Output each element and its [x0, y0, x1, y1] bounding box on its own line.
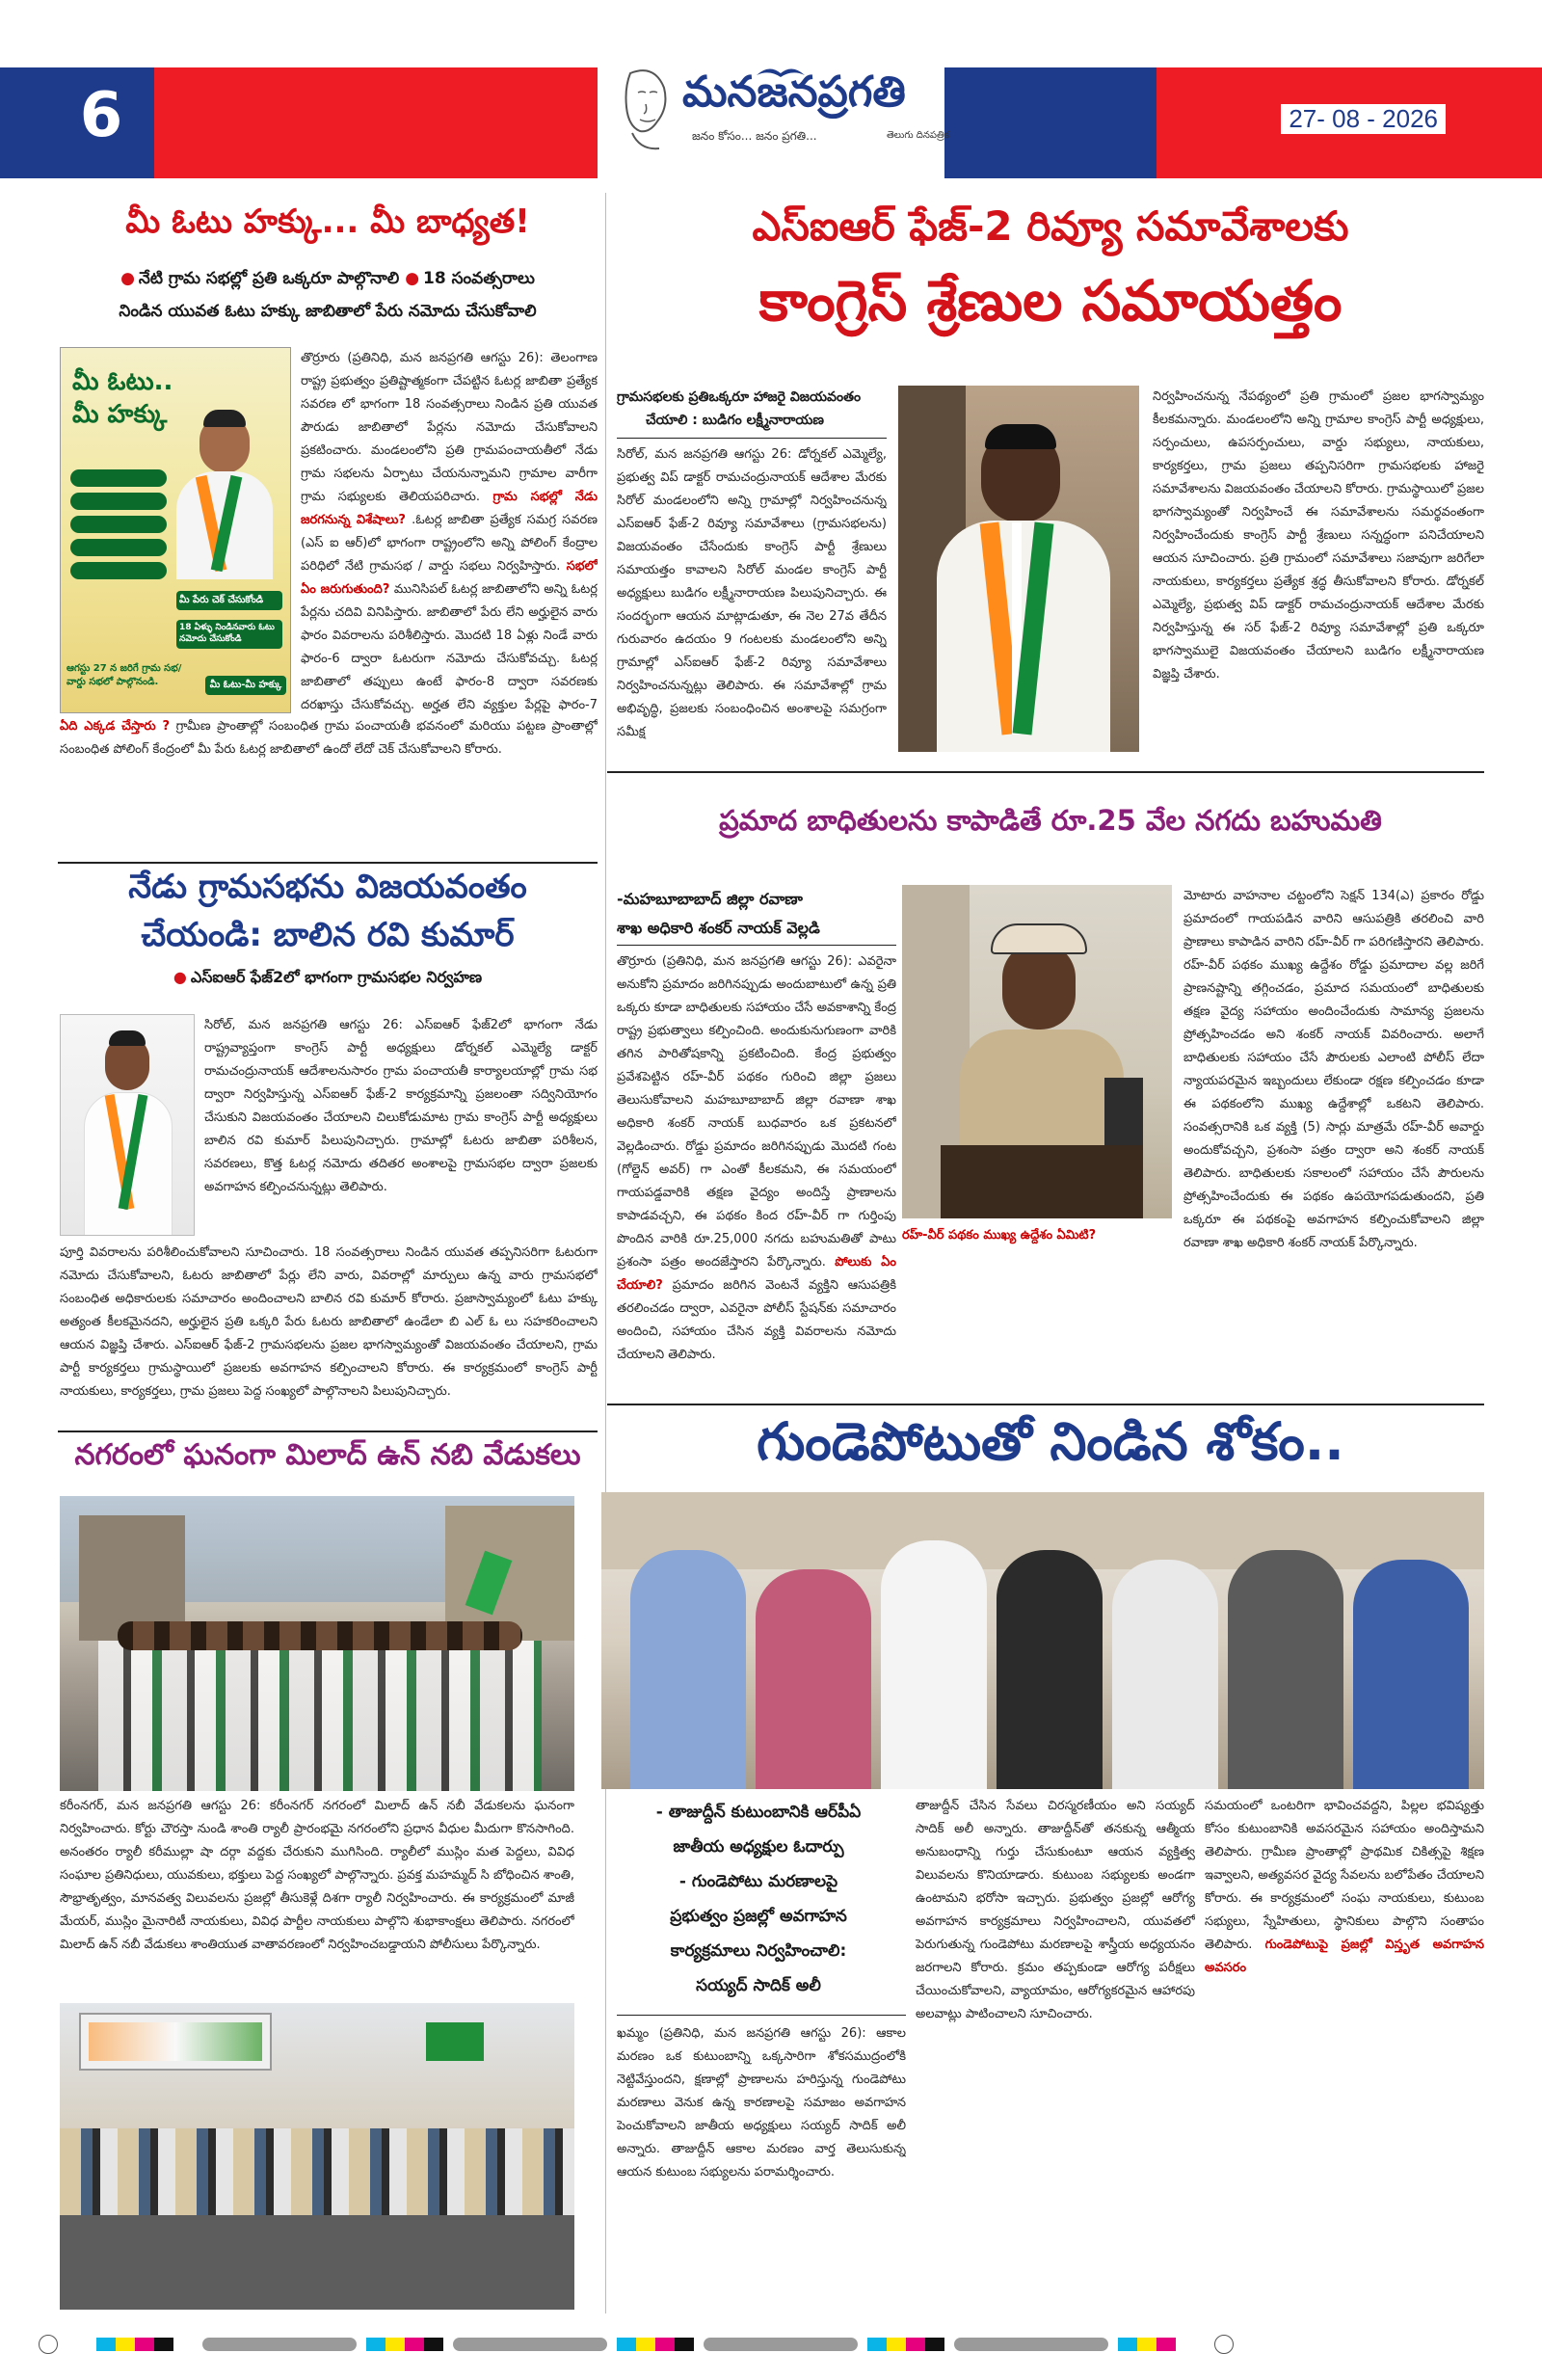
sir-lead [617, 386, 887, 432]
portrait-sketch-icon [611, 64, 678, 160]
milad-photo-1 [60, 1496, 574, 1791]
reward-body-left-2: ప్రమాదం జరిగిన వెంటనే వ్యక్తిని ఆసుపత్రికి తరలించడం ద్వారా, ఎవరైనా పోలీస్ స్టేషన్‌కు సమాచారం అందించి, సహాయం చేసిన వ్యక్తి వివరాలను నమోదు చేయాలని తెలిపారు. [617, 1278, 896, 1362]
page-number: 6 [58, 67, 145, 164]
reward-lead-2: శాఖ అధికారి శంకర్ నాయక్ వెల్లడి [617, 919, 820, 937]
sir-lead-rule [617, 438, 887, 439]
sir-lead-2: చేయాలి : బుడిగం లక్ష్మీనారాయణ [646, 413, 824, 428]
poster-person [167, 415, 282, 579]
poster-tag-1: మీ పేరు చెక్ చేసుకోండి [176, 591, 282, 610]
vote-sub-2: ● 18 సంవత్సరాలు [405, 269, 535, 288]
balina-sub-text: ● ఎస్ఐఆర్ ఫేజ్2లో భాగంగా గ్రామసభల నిర్వహణ [173, 968, 482, 986]
vote-body-highlight-1: గ్రామ సభల్లో నేడు జరగనున్న విశేషాలు? [301, 490, 598, 527]
print-color-bar [39, 2335, 1503, 2354]
divider-left-2 [58, 1431, 598, 1432]
vote-headline: మీ ఓటు హక్కు... మీ బాధ్యత! [125, 202, 530, 241]
balina-sub [58, 968, 598, 990]
grief-lead-6: సయ్యద్ సాదిక్ అలీ [696, 1976, 821, 1995]
column-rule-vertical [605, 193, 606, 2313]
vote-body-4: గ్రామీణ ప్రాంతాల్లో సంబంధిత గ్రామ పంచాయతీ భవనంలో మరియు పట్టణ ప్రాంతాల్లో సంబంధిత పోలింగ్ కేంద్రంలో మీ పేరు ఓటర్ల జాబితాలో ఉందో లేదో చెక్ చేసుకోవాలని కోరారు. [60, 719, 598, 757]
vote-article-full [60, 715, 598, 856]
sir-photo [898, 386, 1139, 752]
sir-lead-1: గ్రామసభలకు ప్రతిఒక్కరూ హాజరై విజయవంతం [617, 389, 862, 405]
grief-headline: గుండెపోటుతో నిండిన శోకం.. [757, 1411, 1344, 1472]
divider-left-1 [58, 862, 598, 864]
sir-headline-1: ఎస్ఐఆర్ ఫేజ్-2 రివ్యూ సమావేశాలకు [752, 202, 1349, 250]
balina-headline-2: చేయండి: బాలిన రవి కుమార్ [141, 916, 515, 954]
vote-body-3: మునిసిపల్ ఓటర్ల జాబితాలోని అన్ని ఓటర్ల పేర్లను చదివి వినిపిస్తారు. జాబితాలో పేరు లేని అర్హులైన వారు ఫారం వివరాలను పరిశీలిస్తారు. మొదటి 18 ఏళ్లు నిండే వారు ఫారం-6 ద్వారా ఓటరుగా నమోదు చేసుకోవచ్చు. ఓటర్ల జాబితాలో తప్పులు ఉంటే ఫారం-8 ద్వారా సవరణకు దరఖాస్తు చేసుకోవచ్చు. అర్హత లేని వ్యక్తుల పేర్లపై ఫారం-7 [301, 582, 598, 712]
grief-lead-1: - తాజుద్దీన్ కుటుంబానికి ఆర్‌పీఏ [655, 1803, 862, 1822]
vote-body-highlight-3: ఏది ఎక్కడ చేస్తారు ? [60, 719, 171, 734]
vote-subheads [58, 262, 598, 328]
balina-article-full: పూర్తి వివరాలను పరిశీలించుకోవాలని సూచించారు. 18 సంవత్సరాలు నిండిన యువత తప్పనిసరిగా ఓటరుగా నమోదు చేసుకోవాలని, ఓటరు జాబితాలో పేర్లు లేని వారు, వివరాల్లో మార్పులు ఉన్న వారు గ్రామసభలో సంబంధిత అధికారులకు సమాచారం అందించాలని బాలిన రవి కుమార్ కోరారు. ప్రజాస్వామ్యంలో ఓటు హక్కు అత్యంత కీలకమైనదని, అర్హులైన ప్రతి ఒక్కరి పేరు ఓటరు జాబితాలో ఉండేలా బి ఎల్ ఓ లు సహకరించాలని ఆయన విజ్ఞప్తి చేశారు. ఎస్ఐఆర్ ఫేజ్-2 గ్రామసభలను ప్రజల భాగస్వామ్యంతో విజయవంతం చేయాలని, గ్రామ పార్టీ కార్యకర్తలు గ్రామస్థాయిలో ప్రజలకు అవగాహన కల్పించాలని కోరారు. ఈ కార్యక్రమంలో కాంగ్రెస్ పార్టీ నాయకులు, కార్యకర్తలు, గ్రామ ప్రజలు పెద్ద సంఖ్యలో పాల్గొనాలని పిలుపునిచ్చారు. [60, 1245, 598, 1399]
milad-headline: నగరంలో ఘనంగా మిలాద్ ఉన్ నబి వేడుకలు [74, 1438, 581, 1472]
reward-article-right [1183, 885, 1484, 1396]
milad-article: కరీంనగర్, మన జనప్రగతి ఆగస్టు 26: కరీంనగర్ నగరంలో మిలాద్ ఉన్ నబీ వేడుకలను ఘనంగా నిర్వహించారు. కోర్టు చౌరస్తా నుండి శాంతి ర్యాలీ ప్రారంభమై నగరంలోని ప్రధాన వీధుల మీదుగా కొనసాగింది. అనంతరం ర్యాలీ కరీముల్లా షా దర్గా వద్దకు చేరుకుని ముగిసింది. ర్యాలీలో ముస్లిం మత పెద్దలు, వివిధ సంఘాల ప్రతినిధులు, యువకులు, భక్తులు పెద్ద సంఖ్యలో పాల్గొన్నారు. ప్రవక్త మహమ్మద్ సి బోధించిన శాంతి, సౌభ్రాతృత్వం, మానవత్వ విలువలను ప్రజల్లో తీసుకెళ్లే దిశగా ర్యాలీ నిర్వహించారు. ఈ కార్యక్రమంలో మాజీ మేయర్, ముస్లిం మైనారిటీ నాయకులు, వివిధ పార్టీల నాయకులు పాల్గొని శుభాకాంక్షలు తెలిపారు. నగరంలో మిలాద్ ఉన్ నబీ వేడుకలు శాంతియుత వాతావరణంలో నిర్వహించబడ్డాయని పోలీసులు పేర్కొన్నారు. [60, 1799, 574, 1952]
reward-photo [902, 885, 1172, 1218]
vote-poster [60, 347, 291, 713]
divider-right-1 [607, 771, 1484, 773]
poster-footer: ఆగస్టు 27 న జరిగే గ్రామ సభ/ వార్డు సభలో పాల్గొనండి. [66, 663, 182, 687]
reward-lead [617, 885, 896, 943]
grief-article-left: ఖమ్మం (ప్రతినిధి, మన జనప్రగతి ఆగస్టు 26): ఆకాల మరణం ఒక కుటుంబాన్ని ఒక్కసారిగా శోకసముద్రంలోకి నెట్టివేస్తుందని, క్షణాల్లో ప్రాణాలను హరిస్తున్న గుండెపోటు మరణాలు వెనుక ఉన్న కారణాలపై సమాజం అవగాహన పెంచుకోవాలని జాతీయ అధ్యక్షులు సయ్యద్ సాదిక్ అలీ అన్నారు. తాజుద్దీన్ ఆకాల మరణం వార్త తెలుసుకున్న ఆయన కుటుంబ సభ్యులను పరామర్శించారు. [617, 2026, 906, 2179]
grief-lead-3: - గుండెపోటు మరణాలపై [678, 1872, 838, 1891]
reward-lead-1: -మహబూబాబాద్ జిల్లా రవాణా [617, 890, 803, 908]
milad-photo-2 [60, 2003, 574, 2310]
balina-article-column: సిరోల్, మన జనప్రగతి ఆగస్టు 26: ఎస్ఐఆర్ ఫేజ్2లో భాగంగా నేడు రాష్ట్రవ్యాప్తంగా కాంగ్రెస్ పార్టీ అధ్యక్షులు డోర్నకల్ ఎమ్మెల్యే డాక్టర్ రామచంద్రునాయక్ ఆదేశాలనుసారం గ్రామ పంచాయతీ కార్యాలయాల్లో గ్రామ సభ ద్వారా నిర్వహిస్తున్న ఎస్ఐఆర్ ఫేజ్-2 కార్యక్రమాన్ని ప్రజలంతా సద్వినియోగం చేసుకుని విజయవంతం చేయాలని చిలుకోడుమాట గ్రామ కాంగ్రెస్ పార్టీ అధ్యక్షులు బాలిన రవి కుమార్ పిలుపునిచ్చారు. గ్రామాల్లో ఓటరు జాబితా పరిశీలన, సవరణలు, కొత్త ఓటర్ల నమోదు తదితర అంశాలపై గ్రామసభల ద్వారా ప్రజలకు అవగాహన కల్పించనున్నట్లు తెలిపారు. [204, 1018, 598, 1194]
reward-article-left [617, 950, 896, 1396]
vote-body-2: .ఓటర్ల జాబితా ప్రత్యేక సమగ్ర సవరణ (ఎస్ ఐ ఆర్)లో భాగంగా రాష్ట్రంలోని అన్ని పోలింగ్ కేంద్రాల పరిధిలో నేటి గ్రామసభ / వార్డు సభలు నిర్వహిస్తారు. [301, 513, 598, 574]
sir-article-right: నిర్వహించనున్న నేపథ్యంలో ప్రతి గ్రామంలో ప్రజల భాగస్వామ్యం కీలకమన్నారు. మండలంలోని అన్ని గ్రామాల కాంగ్రెస్ పార్టీ అధ్యక్షులు, సర్పంచులు, ఉపసర్పంచులు, వార్డు సభ్యులు, నాయకులు, కార్యకర్తలు, గ్రామ ప్రజలు తప్పనిసరిగా గ్రామసభలకు హాజరై సమావేశాలను విజయవంతం చేయాలని కోరారు. గ్రామస్థాయిలో ప్రజల భాగస్వామ్యంతో నిర్వహించే ఈ సమావేశాలను సమర్థవంతంగా నిర్వహించేందుకు కాంగ్రెస్ పార్టీ శ్రేణులు సన్నద్ధంగా పనిచేయాలని ఆయన సూచించారు. ప్రతి గ్రామంలో సమావేశాలు సజావుగా జరిగేలా నాయకులు, కార్యకర్తలు ప్రత్యేక శ్రద్ధ తీసుకోవాలని కోరారు. డోర్నకల్ ఎమ్మెల్యే, ప్రభుత్వ విప్ డాక్టర్ రామచంద్రునాయక్ ఆదేశాల మేరకు నిర్వహిస్తున్న ఈ సర్ ఫేజ్-2 రివ్యూ సమావేశాల్లో ప్రతి ఒక్కరూ భాగస్వాములై విజయవంతం చేయాలని బుడిగం లక్ష్మీనారాయణ విజ్ఞప్తి చేశారు. [1153, 389, 1484, 682]
vote-sub-1: ● నేటి గ్రామ సభల్లో ప్రతి ఒక్కరూ పాల్గొనాలి [120, 269, 399, 288]
masthead [0, 0, 1542, 178]
masthead-tagline: జనం కోసం... జనం ప్రగతి... [692, 129, 817, 143]
sir-article-left: సిరోల్, మన జనప్రగతి ఆగస్టు 26: డోర్నకల్ ఎమ్మెల్యే, ప్రభుత్వ విప్ డాక్టర్ రామచంద్రునాయక్ ఆదేశాల మేరకు సిరోల్ మండలంలోని అన్ని గ్రామాల్లో నిర్వహించనున్న ఎస్ఐఆర్ ఫేజ్-2 రివ్యూ సమావేశాలు (గ్రామసభలను) విజయవంతం చేసేందుకు కాంగ్రెస్ పార్టీ శ్రేణులు సమాయత్తం కావాలని సిరోల్ మండల కాంగ్రెస్ పార్టీ అధ్యక్షులు బుడిగం లక్ష్మీనారాయణ పిలుపునిచ్చారు. ఈ సందర్భంగా ఆయన మాట్లాడుతూ, ఈ నెల 27వ తేదీన గురువారం ఉదయం 9 గంటలకు మండలంలోని అన్ని గ్రామాల్లో ఎస్ఐఆర్ ఫేజ్-2 రివ్యూ సమావేశాలు నిర్వహించనున్నట్లు తెలిపారు. ఈ సమావేశాల్లో గ్రామ అభివృద్ధి, ప్రజలకు సంబంధించిన అంశాలపై సమగ్రంగా సమీక్ష [617, 447, 887, 739]
grief-article-right [1205, 1795, 1484, 2302]
issue-date: 27- 08 - 2026 [1281, 104, 1446, 134]
grief-lead [611, 1795, 906, 2003]
reward-lead-rule [617, 945, 896, 946]
vote-sub-3: నిండిన యువత ఓటు హక్కు జాబితాలో పేరు నమోదు చేసుకోవాలి [119, 302, 537, 321]
masthead-logo [607, 62, 950, 168]
poster-tag-2: 18 ఏళ్ళు నిండినవారు ఓటు నమోదు చేసుకోండి [176, 620, 282, 649]
masthead-title: మనజనప్రగతి [682, 67, 906, 117]
balina-photo [60, 1014, 195, 1236]
vote-body-1: తొర్రూరు (ప్రతినిధి, మన జనప్రగతి ఆగస్టు 26): తెలంగాణ రాష్ట్ర ప్రభుత్వం ప్రతిష్టాత్మకంగా చేపట్టిన ఓటర్ల జాబితా ప్రత్యేక సవరణ లో భాగంగా 18 సంవత్సరాలు నిండిన ప్రతి యువత పౌరుడు జాబితాలో పేర్లను నమోదు చేసుకోవాలని ప్రకటించారు. మండలంలోని ప్రతి గ్రామపంచాయతీలో నేడు గ్రామ సభలను ఏర్పాటు చేయనున్నామని గ్రామాల వారీగా గ్రామ సభ్యులకు తెలియపరిచారు. [301, 351, 598, 504]
vote-article-column [301, 347, 598, 713]
grief-photo [601, 1492, 1484, 1789]
poster-footer-2: మీ ఓటు-మీ హక్కు [205, 676, 286, 695]
poster-info-list [70, 464, 167, 585]
reward-article-under-photo [902, 1224, 1172, 1396]
grief-lead-5: కార్యక్రమాలు నిర్వహించాలి: [670, 1941, 847, 1961]
grief-body-right-highlight: గుండెపోటుపై ప్రజల్లో విస్తృత అవగాహన అవసరం [1205, 1938, 1484, 1975]
reward-body-left: తొర్రూరు (ప్రతినిధి, మన జనప్రగతి ఆగస్టు 26): ఎవరైనా అనుకోని ప్రమాదం జరిగినప్పుడు అందుబాటులో ఉన్న ప్రతి ఒక్కరు కూడా బాధితులకు సహాయం చేసే అవకాశాన్ని కేంద్ర రాష్ట్ర ప్రభుత్వాలు కల్పించింది. అందుకునుగుణంగా వారికి తగిన పారితోషకాన్ని ప్రకటించింది. కేంద్ర ప్రభుత్వం ప్రవేశపెట్టిన రహ్-వీర్ పథకం గురించి జిల్లా ప్రజలు తెలుసుకోవాలని మహబూబాబాద్ జిల్లా రవాణా శాఖ అధికారి శంకర్ నాయక్ బుధవారం ఒక ప్రకటనలో వెల్లడించారు. రోడ్డు ప్రమాదం జరిగినప్పుడు మొదటి గంట (గోల్డెన్ అవర్) గా ఎంతో కీలకమని, ఈ సమయంలో గాయపడ్డవారికి తక్షణ వైద్యం అందిస్తే ప్రాణాలను కాపాడవచ్చని, ఈ పథకం కింద రహ్-వీర్ గా గుర్తింపు పొందిన వారికి రూ.25,000 నగదు బహుమతితో పాటు ప్రశంసా పత్రం అందజేస్తారని పేర్కొన్నారు. [617, 954, 896, 1270]
poster-title-2: మీ హక్కు [72, 400, 168, 429]
reward-headline: ప్రమాద బాధితులను కాపాడితే రూ.25 వేల నగదు బహుమతి [719, 804, 1382, 837]
grief-body-right: సమయంలో ఒంటరిగా భావించవద్దని, పిల్లల భవిష్యత్తు కోసం కుటుంబానికి అవసరమైన సహాయం అందిస్తామని తెలిపారు. గ్రామీణ ప్రాంతాల్లో ప్రాథమిక చికిత్సపై శిక్షణ ఇవ్వాలని, అత్యవసర వైద్య సేవలను బలోపేతం చేయాలని కోరారు. ఈ కార్యక్రమంలో సంఘ నాయకులు, కుటుంబ సభ్యులు, స్నేహితులు, స్థానికులు పాల్గొని సంతాపం తెలిపారు. [1205, 1799, 1484, 1952]
vote-body-highlight-2: సభలో ఏం జరుగుతుంది? [301, 559, 598, 597]
grief-lead-4: ప్రభుత్వం ప్రజల్లో అవగాహన [670, 1907, 847, 1926]
divider-right-2 [607, 1404, 1484, 1405]
reward-body-right-highlight: రహ్-వీర్ పథకం ముఖ్య ఉద్దేశం ఏమిటి? [902, 1228, 1097, 1243]
reward-body-right: మోటారు వాహనాల చట్టంలోని సెక్షన్ 134(ఎ) ప్రకారం రోడ్డు ప్రమాదంలో గాయపడిన వారిని ఆసుపత్రికి తరలించి వారి ప్రాణాలు కాపాడిన వారిని రహ్-వీర్ గా పరిగణిస్తారని తెలిపారు. రహ్-వీర్ పథకం ముఖ్య ఉద్దేశం రోడ్డు ప్రమాదాల వల్ల జరిగే ప్రాణనష్టాన్ని తగ్గించడం, ప్రమాద సమయంలో బాధితులకు తక్షణ వైద్య సహాయం అందించేందుకు సామాన్య ప్రజలను ప్రోత్సహించడం అని శంకర్ నాయక్ వివరించారు. అలాగే బాధితులకు సహాయం చేసే పౌరులకు ఎలాంటి పోలీస్ లేదా న్యాయపరమైన ఇబ్బందులు లేకుండా రక్షణ కల్పించడం కూడా ఈ పథకంలోని ముఖ్య ఉద్దేశాల్లో ఒకటని తెలిపారు. సంవత్సరానికి ఒక వ్యక్తి (5) సార్లు మాత్రమే రహ్-వీర్ అవార్డు అందుకోవచ్చని, ప్రశంసా పత్రం ద్వారా అని శంకర్ నాయక్ తెలిపారు. బాధితులకు సకాలంలో సహాయం చేసే పౌరులను ప్రోత్సహించేందుకు ఈ పథకం ఉపయోగపడుతుందని, ప్రతి ఒక్కరూ ఈ పథకంపై అవగాహన కల్పించుకోవాలని జిల్లా రవాణా శాఖ అధికారి శంకర్ నాయక్ పేర్కొన్నారు. [1183, 889, 1484, 1250]
masthead-tagline-2: తెలుగు దినపత్రిక [887, 130, 950, 141]
balina-headline-1: నేడు గ్రామసభను విజయవంతం [128, 868, 527, 906]
poster-title-1: మీ ఓటు.. [72, 367, 173, 396]
grief-article-mid: తాజుద్దీన్ చేసిన సేవలు చిరస్మరణీయం అని సయ్యద్ సాదిక్ అలీ అన్నారు. తాజుద్దీన్‌తో తనకున్న ఆత్మీయ అనుబంధాన్ని గుర్తు చేసుకుంటూ ఆయన వ్యక్తిత్వ విలువలను కొనియాడారు. కుటుంబ సభ్యులకు అండగా ఉంటామని భరోసా ఇచ్చారు. ప్రభుత్వం ప్రజల్లో ఆరోగ్య అవగాహన కార్యక్రమాలు నిర్వహించాలని, యువతలో పెరుగుతున్న గుండెపోటు మరణాలపై శాస్త్రీయ అధ్యయనం జరగాలని కోరారు. క్రమం తప్పకుండా ఆరోగ్య పరీక్షలు చేయించుకోవాలని, వ్యాయామం, ఆరోగ్యకరమైన ఆహారపు అలవాట్లు పాటించాలని సూచించారు. [916, 1799, 1195, 2021]
grief-lead-2: జాతీయ అధ్యక్షుల ఓదార్పు [673, 1837, 844, 1857]
reward-body-highlight: పోలుకు ఏం చేయాలి? [617, 1255, 896, 1293]
grief-lead-rule [617, 2015, 906, 2016]
sir-headline-2: కాంగ్రెస్ శ్రేణుల సమాయత్తం [758, 268, 1343, 334]
